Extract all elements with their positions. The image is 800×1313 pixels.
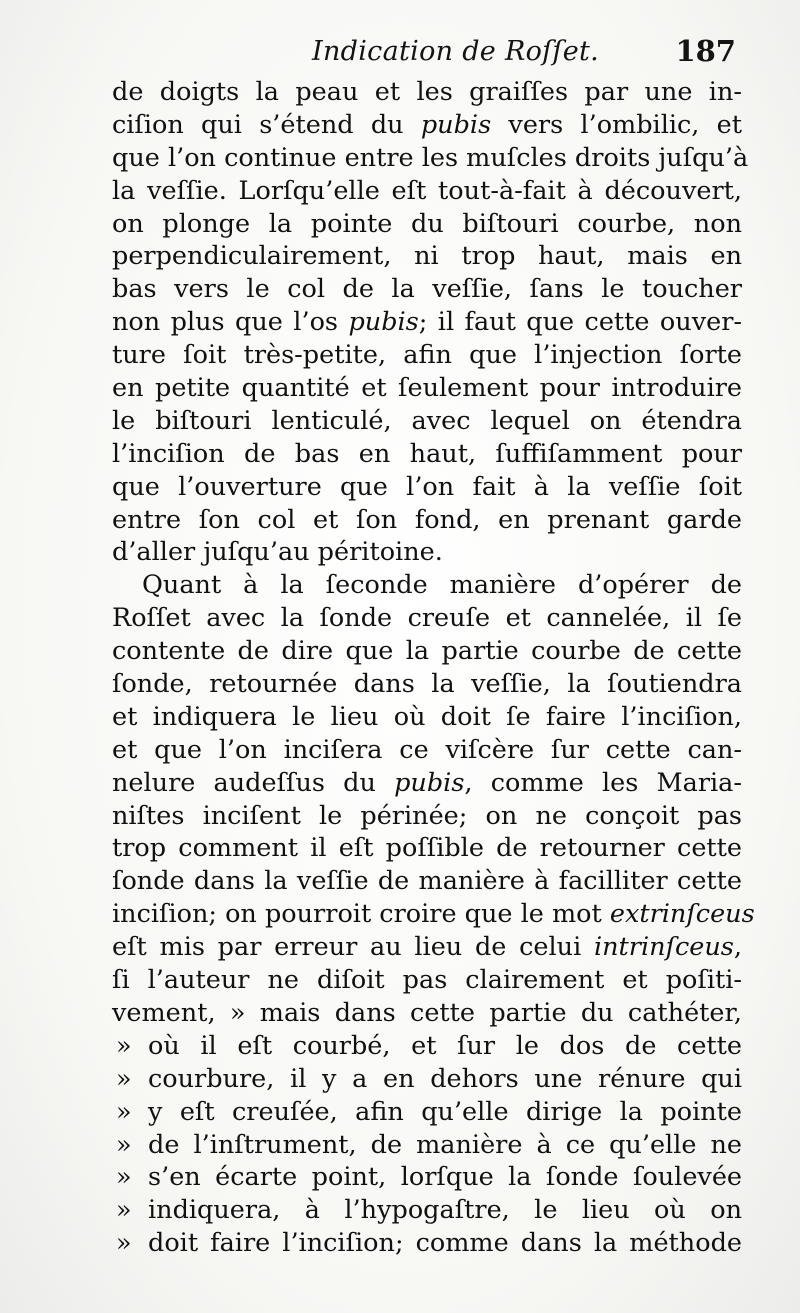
text-segment: que l’ouverture que l’on fait à la veſſie ſoit [112, 471, 742, 502]
text-line [112, 865, 742, 898]
text-line [112, 668, 742, 701]
text-line [112, 635, 742, 668]
text-segment: ſonde dans la veſſie de manière à facilliter cette [112, 866, 742, 897]
text-line [112, 701, 742, 734]
text-segment: , [733, 932, 742, 963]
text-line [112, 1227, 742, 1260]
text-line [112, 767, 742, 800]
text-line [112, 1096, 742, 1129]
text-line [112, 964, 742, 997]
text-line [112, 734, 742, 767]
text-segment: nelure audeſſus du [112, 767, 395, 798]
text-segment: contente de dire que la partie courbe de cette [112, 636, 742, 667]
text-line [112, 306, 742, 339]
text-line [112, 405, 742, 438]
text-segment: et que l’on inciſera ce viſcère ſur cette can- [112, 734, 742, 765]
running-head [112, 30, 744, 70]
text-segment: inciſion; on pourroit croire que le mot [112, 899, 610, 930]
text-line [112, 1161, 742, 1194]
text-line [112, 832, 742, 865]
quote-mark: » [116, 1030, 132, 1061]
text-segment: Roſſet avec la ſonde creuſe et cannelée, il ſe [112, 603, 742, 634]
text-segment: en petite quantité et ſeulement pour introduire [112, 373, 742, 404]
quote-mark: » [116, 1228, 132, 1259]
text-segment: de l’inſtrument, de manière à ce qu’elle ne [148, 1129, 742, 1160]
running-head-title: Indication de Roſſet. [312, 36, 600, 67]
text-segment: la veſſie. Lorſqu’elle eſt tout-à-fait à découvert, [112, 175, 742, 206]
quote-mark: » [116, 1129, 132, 1160]
text-segment: entre ſon col et ſon fond, en prenant garde [112, 504, 742, 535]
text-segment: le biſtouri lenticulé, avec lequel on étendra [112, 405, 742, 436]
text-segment: vement, » mais dans cette partie du cathéter, [112, 997, 742, 1028]
quote-mark: » [116, 1195, 132, 1226]
page-number: 187 [675, 34, 736, 68]
text-line [112, 76, 742, 109]
quote-mark: » [116, 1096, 132, 1127]
text-segment: niſtes inciſent le périnée; on ne conçoit pas [112, 800, 742, 831]
text-line [112, 273, 742, 306]
text-segment: et indiquera le lieu où doit ſe faire l’inciſion, [112, 701, 742, 732]
italic-term: pubis [420, 109, 492, 140]
quote-mark: » [116, 1162, 132, 1193]
italic-term: intrinſceus [593, 932, 734, 963]
text-segment: où il eſt courbé, et ſur le dos de cette [148, 1030, 742, 1061]
text-line [112, 536, 742, 569]
text-segment: , comme les Maria- [464, 767, 742, 798]
text-line [112, 1030, 742, 1063]
text-segment: vers l’ombilic, et [491, 109, 742, 140]
text-segment: on plonge la pointe du biſtouri courbe, non [112, 208, 742, 239]
text-segment: Quant à la ſeconde manière d’opérer de [142, 570, 742, 601]
text-line [112, 1129, 742, 1162]
text-segment: d’aller juſqu’au péritoine. [112, 537, 443, 568]
text-segment: de doigts la peau et les graiſſes par une in- [112, 77, 742, 107]
text-line [112, 208, 742, 241]
text-segment: s’en écarte point, lorſque la ſonde ſoulevée [148, 1162, 742, 1193]
text-segment: ciſion qui s’étend du [112, 109, 421, 140]
text-line [112, 142, 749, 175]
text-segment: l’inciſion de bas en haut, ſuffiſamment pour [112, 438, 742, 469]
italic-term: extrinſceus [609, 899, 755, 930]
text-line [112, 372, 742, 405]
text-line [112, 569, 742, 602]
quote-mark: » [116, 1063, 132, 1094]
italic-term: pubis [348, 307, 419, 338]
text-line [112, 175, 742, 208]
text-line [112, 240, 742, 273]
text-line [112, 800, 742, 833]
text-segment: ; il faut que cette ouver- [418, 307, 742, 338]
text-segment: trop comment il eſt poſſible de retourner cette [112, 833, 742, 864]
text-line [112, 1063, 742, 1096]
text-line [112, 898, 755, 931]
text-line [112, 504, 742, 537]
text-line [112, 931, 742, 964]
italic-term: pubis [394, 767, 465, 798]
text-segment: non plus que l’os [112, 307, 349, 338]
text-line [112, 1194, 742, 1227]
text-segment: ſi l’auteur ne diſoit pas clairement et poſiti- [112, 965, 742, 996]
text-line [112, 997, 742, 1030]
text-segment: courbure, il y a en dehors une rénure qui [148, 1063, 742, 1094]
body-text [112, 76, 755, 1260]
text-segment: eſt mis par erreur au lieu de celui [112, 932, 594, 963]
text-line [112, 471, 742, 504]
text-segment: que l’on continue entre les muſcles droits juſqu’à [112, 142, 749, 173]
text-segment: ture ſoit très-petite, afin que l’injection ſorte [112, 340, 742, 371]
text-line [112, 109, 742, 142]
text-segment: ſonde, retournée dans la veſſie, la ſoutiendra [112, 669, 742, 700]
text-segment: perpendiculairement, ni trop haut, mais en [112, 241, 742, 272]
text-segment: bas vers le col de la veſſie, ſans le toucher [112, 274, 742, 305]
text-segment: indiquera, à l’hypogaſtre, le lieu où on [148, 1195, 742, 1226]
text-line [112, 602, 742, 635]
text-segment: doit faire l’inciſion; comme dans la méthode [148, 1228, 742, 1259]
text-line [112, 339, 742, 372]
text-line [112, 438, 742, 471]
text-segment: y eſt creuſée, afin qu’elle dirige la pointe [148, 1096, 742, 1127]
